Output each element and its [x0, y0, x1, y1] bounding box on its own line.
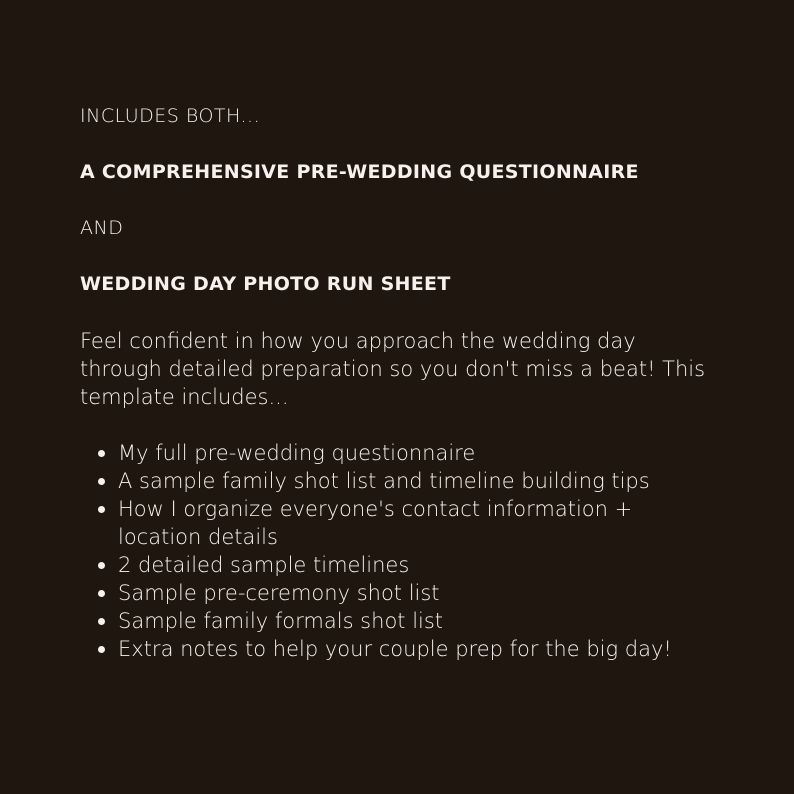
- bullet-icon: [98, 450, 105, 457]
- run-sheet-heading: WEDDING DAY PHOTO RUN SHEET: [80, 273, 451, 295]
- description-paragraph: Feel confident in how you approach the wedding day through detailed preparation so you don't miss a beat! This template includes...: [80, 329, 706, 409]
- list-item-label: 2 detailed sample timelines: [118, 553, 410, 577]
- connector-text: AND: [80, 217, 124, 239]
- list-item-label: How I organize everyone's contact information + location details: [118, 497, 633, 549]
- bullet-icon: [98, 590, 105, 597]
- list-item: [80, 635, 720, 663]
- bullet-icon: [98, 478, 105, 485]
- list-item-label: Sample pre-ceremony shot list: [118, 581, 440, 605]
- intro-text: INCLUDES BOTH...: [80, 105, 261, 127]
- list-item-label: A sample family shot list and timeline building tips: [118, 469, 650, 493]
- bullet-icon: [98, 562, 105, 569]
- questionnaire-heading: A COMPREHENSIVE PRE-WEDDING QUESTIONNAIRE: [80, 161, 639, 183]
- feature-list: [80, 439, 720, 663]
- list-item: [80, 495, 720, 551]
- list-item-label: Sample family formals shot list: [118, 609, 444, 633]
- bullet-icon: [98, 646, 105, 653]
- bullet-icon: [98, 506, 105, 513]
- list-item: [80, 439, 720, 467]
- list-item: [80, 467, 720, 495]
- bullet-icon: [98, 618, 105, 625]
- list-item: [80, 607, 720, 635]
- list-item: [80, 579, 720, 607]
- list-item-label: My full pre-wedding questionnaire: [118, 441, 476, 465]
- list-item: [80, 551, 720, 579]
- list-item-label: Extra notes to help your couple prep for the big day!: [118, 637, 672, 661]
